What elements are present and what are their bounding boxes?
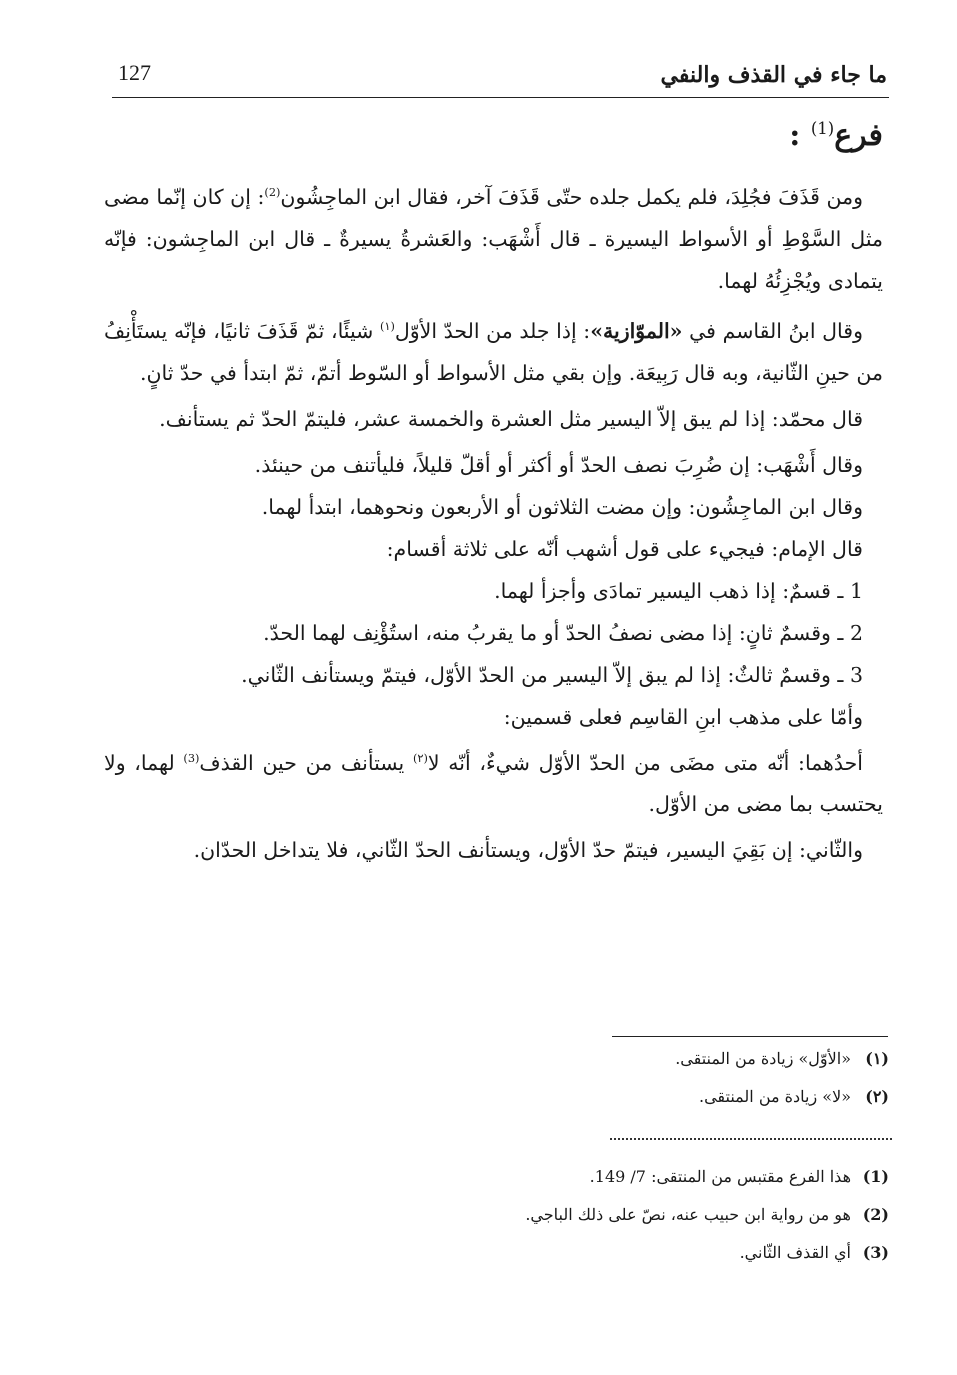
book-title: «الموّازية» bbox=[590, 318, 683, 343]
footnote-text: هذا الفرع مقتبس من المنتقى: 7/ 149. bbox=[589, 1167, 851, 1186]
footnote-item bbox=[329, 1040, 889, 1078]
footnote-number: (١) bbox=[865, 1049, 889, 1068]
footnote-text: هو من رواية ابن حبيب عنه، نصّ على ذلك الباجي. bbox=[525, 1205, 851, 1224]
body-text bbox=[104, 172, 883, 871]
page-number: 127 bbox=[118, 60, 151, 85]
footnote-ref: (1) bbox=[810, 119, 835, 138]
edition-footnotes bbox=[329, 1040, 889, 1116]
footnote-ref: (2) bbox=[264, 186, 281, 199]
section-heading-text: فرع bbox=[834, 118, 883, 153]
list-item-3: 3 ـ وقسمٌ ثالثٌ: إذا لم يبق إلاّ اليسير من الحدّ الأوّل، فيتمّ ويستأنف الثّاني. bbox=[241, 662, 863, 687]
running-title: ما جاء في القذف والنفي bbox=[660, 62, 887, 88]
footnote-text: أي القذف الثّاني. bbox=[739, 1243, 851, 1262]
paragraph-text: ومن قَذَفَ فجُلِدَ، فلم يكمل جلده حتّى قَذَفَ آخر، فقال ابن الماجِشُون bbox=[280, 184, 863, 209]
paragraph-text: لهما، ولا يحتسب بما مضى من الأوّل. bbox=[104, 750, 883, 817]
paragraph-text: أحدُهما: أنّه متى مضَى من الحدّ الأوّل شيءٌ، أنّه لا bbox=[427, 750, 863, 775]
paragraph-text: وقال ابنُ القاسم في bbox=[682, 318, 864, 343]
footnote-item bbox=[329, 1158, 889, 1196]
paragraph-4: وقال أَشْهَب: إن ضُرِبَ نصف الحدّ أو أكثر أو أقلّ قليلاً، فليأتنف من حينئذ. bbox=[254, 452, 863, 477]
editor-footnotes bbox=[329, 1158, 889, 1272]
paragraph-1 bbox=[104, 172, 883, 302]
list-item-2: 2 ـ وقسمٌ ثانٍ: إذا مضى نصفُ الحدّ أو ما يقربُ منه، استُؤْنِف لهما الحدّ. bbox=[263, 620, 863, 645]
footnote-item bbox=[329, 1078, 889, 1116]
footnote-number: (2) bbox=[862, 1205, 889, 1224]
paragraph-7: وأمّا على مذهب ابنِ القاسِم فعلى قسمين: bbox=[503, 704, 863, 729]
footnote-ref: (١) bbox=[379, 319, 395, 333]
section-heading bbox=[789, 118, 883, 153]
footnote-text: «لا» زيادة من المنتقى. bbox=[698, 1087, 851, 1106]
paragraph-text: يستأنف من حين القذف bbox=[199, 750, 413, 775]
footnote-number: (1) bbox=[862, 1167, 889, 1186]
header-rule bbox=[112, 97, 889, 98]
footnote-number: (٢) bbox=[865, 1087, 889, 1106]
paragraph-9: والثّاني: إن بَقِيَ اليسير، فيتمّ حدّ الأوّل، ويستأنف الحدّ الثّاني، فلا يتداخل الحدّان. bbox=[193, 838, 863, 863]
paragraph-text: شيئًا، ثمّ قَذَفَ ثانيًا، فإنّه يستَأْنِفُ من حينِ الثّانية، وبه قال رَبِيعَة. وإن بقي مثل الأسواط أو السّوط أتمّ، ثمّ ابتدأ في حدّ ثانٍ. bbox=[104, 318, 883, 385]
paragraph-2 bbox=[104, 306, 883, 394]
paragraph-text: : إذا جلد من الحدّ الأوّل bbox=[394, 318, 591, 343]
paragraph-8 bbox=[104, 738, 883, 826]
section-heading-colon: : bbox=[789, 118, 801, 153]
footnote-text: «الأوّل» زيادة من المنتقى. bbox=[675, 1049, 851, 1068]
paragraph-3: قال محمّد: إذا لم يبق إلاّ اليسير مثل العشرة والخمسة عشر، فليتمّ الحدّ ثم يستأنف. bbox=[159, 406, 863, 431]
paragraph-text: : إن كان إنّما مضى مثل السَّوْطِ أو الأسواط اليسيرة ـ قال أَشْهَب: والعَشرةُ يسيرةٌ ـ قال ابن الماجِشون: فإنّه يتمادى ويُجْزِئُهُ لهما. bbox=[104, 184, 883, 293]
footnote-rule bbox=[612, 1036, 888, 1037]
paragraph-5: وقال ابن الماجِشُون: وإن مضت الثلاثون أو الأربعون ونحوهما، ابتدأ لهما. bbox=[261, 494, 863, 519]
paragraph-6: قال الإمام: فيجيء على قول أشهب أنّه على ثلاثة أقسام: bbox=[386, 536, 863, 561]
list-item-1: 1 ـ قسمٌ: إذا ذهب اليسير تمادَى وأجزأ لهما. bbox=[494, 578, 863, 603]
footnote-item bbox=[329, 1196, 889, 1234]
footnote-number: (3) bbox=[862, 1243, 889, 1262]
dotted-separator bbox=[610, 1138, 892, 1140]
footnote-ref: (٢) bbox=[412, 751, 428, 765]
footnote-ref: (3) bbox=[183, 751, 200, 765]
footnote-item bbox=[329, 1234, 889, 1272]
